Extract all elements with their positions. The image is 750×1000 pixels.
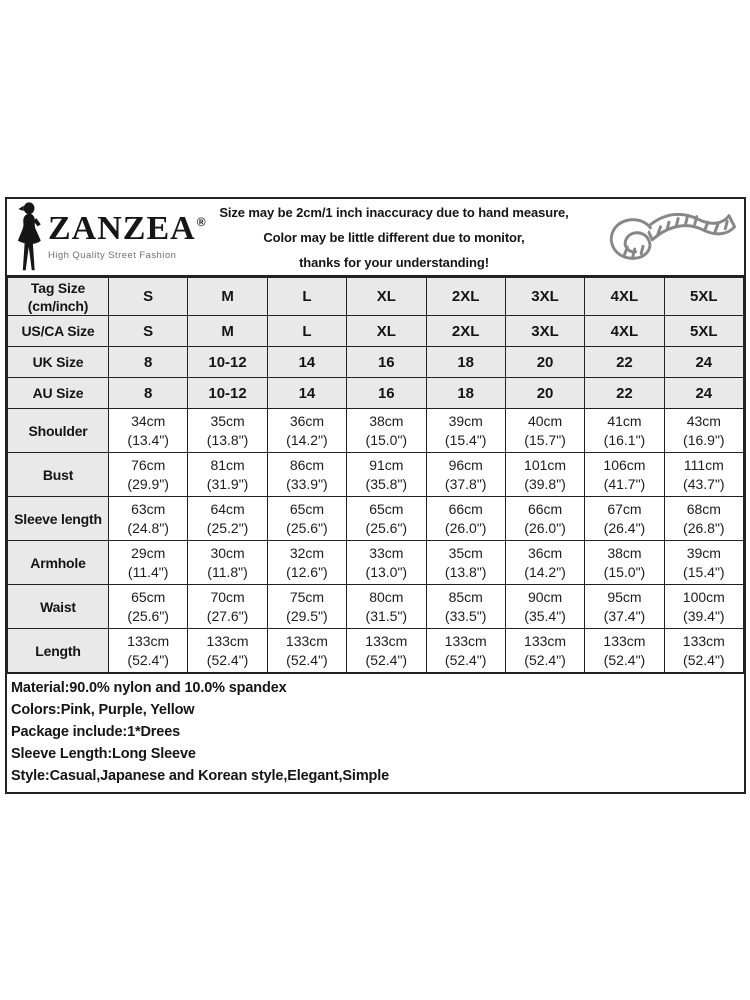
header-band	[7, 199, 744, 277]
measure-cell: 65cm (25.6")	[267, 497, 346, 541]
measure-cell: 64cm (25.2")	[188, 497, 267, 541]
measure-cell: 133cm (52.4")	[188, 629, 267, 673]
size-cell: L	[267, 278, 346, 316]
row-label: Tag Size	[30, 279, 86, 296]
measure-cell: 29cm (11.4")	[109, 541, 188, 585]
size-cell: 3XL	[505, 316, 584, 347]
size-cell: 5XL	[664, 316, 743, 347]
measure-cell: 133cm (52.4")	[109, 629, 188, 673]
size-cell: 8	[109, 378, 188, 409]
measure-cell: 76cm (29.9")	[109, 453, 188, 497]
measure-cell: 35cm (13.8")	[426, 541, 505, 585]
row-label-cell: Sleeve length	[8, 497, 109, 541]
size-cell: 22	[585, 347, 664, 378]
measure-cell: 86cm (33.9")	[267, 453, 346, 497]
size-cell: 24	[664, 347, 743, 378]
disclaimer	[196, 200, 592, 275]
size-table	[7, 277, 744, 673]
measure-cell: 133cm (52.4")	[347, 629, 426, 673]
measure-cell: 66cm (26.0")	[505, 497, 584, 541]
row-label-cell: US/CA Size	[8, 316, 109, 347]
row-label-cell: Armhole	[8, 541, 109, 585]
measure-cell: 70cm (27.6")	[188, 585, 267, 629]
size-cell: 5XL	[664, 278, 743, 316]
brand-tagline: High Quality Street Fashion	[48, 249, 177, 261]
table-row-waist	[8, 585, 744, 629]
size-cell: 16	[347, 347, 426, 378]
measure-cell: 38cm (15.0")	[347, 409, 426, 453]
measure-cell: 133cm (52.4")	[426, 629, 505, 673]
measure-cell: 32cm (12.6")	[267, 541, 346, 585]
row-label-cell: Waist	[8, 585, 109, 629]
measure-cell: 106cm (41.7")	[585, 453, 664, 497]
measure-cell: 95cm (37.4")	[585, 585, 664, 629]
row-label-cell: UK Size	[8, 347, 109, 378]
measure-cell: 75cm (29.5")	[267, 585, 346, 629]
row-label-cell: Length	[8, 629, 109, 673]
size-cell: 4XL	[585, 316, 664, 347]
measure-cell: 66cm (26.0")	[426, 497, 505, 541]
measure-cell: 38cm (15.0")	[585, 541, 664, 585]
table-row-au-size	[8, 378, 744, 409]
measure-cell: 30cm (11.8")	[188, 541, 267, 585]
brand-logo-text	[48, 209, 206, 261]
size-cell: M	[188, 278, 267, 316]
table-row-usca-size	[8, 316, 744, 347]
measure-cell: 100cm (39.4")	[664, 585, 743, 629]
measure-cell: 96cm (37.8")	[426, 453, 505, 497]
size-cell: 2XL	[426, 316, 505, 347]
size-cell: 16	[347, 378, 426, 409]
measure-cell: 133cm (52.4")	[585, 629, 664, 673]
detail-line-material: Material:90.0% nylon and 10.0% spandex	[11, 680, 287, 696]
measure-cell: 65cm (25.6")	[109, 585, 188, 629]
size-cell: 2XL	[426, 278, 505, 316]
measuring-tape-icon	[592, 200, 744, 274]
product-details	[7, 673, 744, 792]
table-row-shoulder	[8, 409, 744, 453]
measure-cell: 111cm (43.7")	[664, 453, 743, 497]
detail-line-colors: Colors:Pink, Purple, Yellow	[11, 702, 195, 718]
measure-cell: 133cm (52.4")	[267, 629, 346, 673]
measure-cell: 85cm (33.5")	[426, 585, 505, 629]
measure-cell: 34cm (13.4")	[109, 409, 188, 453]
size-cell: 24	[664, 378, 743, 409]
size-cell: M	[188, 316, 267, 347]
disclaimer-line: thanks for your understanding!	[299, 254, 489, 270]
table-row-length	[8, 629, 744, 673]
size-cell: 18	[426, 378, 505, 409]
measure-cell: 91cm (35.8")	[347, 453, 426, 497]
row-label-cell: Shoulder	[8, 409, 109, 453]
table-row-bust	[8, 453, 744, 497]
row-label-cell: Bust	[8, 453, 109, 497]
size-cell: XL	[347, 316, 426, 347]
measure-cell: 41cm (16.1")	[585, 409, 664, 453]
size-cell: S	[109, 316, 188, 347]
size-cell: 18	[426, 347, 505, 378]
size-cell: 14	[267, 347, 346, 378]
detail-line-sleeve-length: Sleeve Length:Long Sleeve	[11, 746, 196, 762]
measure-cell: 40cm (15.7")	[505, 409, 584, 453]
measure-cell: 67cm (26.4")	[585, 497, 664, 541]
table-row-uk-size	[8, 347, 744, 378]
size-cell: 8	[109, 347, 188, 378]
row-label-cell: AU Size	[8, 378, 109, 409]
measure-cell: 33cm (13.0")	[347, 541, 426, 585]
measure-cell: 81cm (31.9")	[188, 453, 267, 497]
measure-cell: 80cm (31.5")	[347, 585, 426, 629]
measure-cell: 39cm (15.4")	[426, 409, 505, 453]
table-row-sleeve-length	[8, 497, 744, 541]
registered-mark: ®	[196, 214, 206, 229]
measure-cell: 39cm (15.4")	[664, 541, 743, 585]
size-cell: 3XL	[505, 278, 584, 316]
row-label-sub: (cm/inch)	[27, 297, 89, 314]
measure-cell: 68cm (26.8")	[664, 497, 743, 541]
measure-cell: 65cm (25.6")	[347, 497, 426, 541]
measure-cell: 133cm (52.4")	[664, 629, 743, 673]
table-row-tag-size	[8, 278, 744, 316]
measure-cell: 35cm (13.8")	[188, 409, 267, 453]
brand-logo	[7, 202, 206, 272]
measure-cell: 63cm (24.8")	[109, 497, 188, 541]
table-row-armhole	[8, 541, 744, 585]
size-cell: 20	[505, 347, 584, 378]
measure-cell: 101cm (39.8")	[505, 453, 584, 497]
size-cell: 10-12	[188, 378, 267, 409]
detail-line-style: Style:Casual,Japanese and Korean style,Elegant,Simple	[11, 768, 390, 784]
brand-name: ZANZEA	[48, 209, 196, 247]
size-cell: 20	[505, 378, 584, 409]
size-chart-sheet	[5, 197, 746, 794]
size-cell: XL	[347, 278, 426, 316]
measure-cell: 36cm (14.2")	[505, 541, 584, 585]
size-cell: 4XL	[585, 278, 664, 316]
detail-line-package: Package include:1*Drees	[11, 724, 181, 740]
size-cell: 14	[267, 378, 346, 409]
measure-cell: 90cm (35.4")	[505, 585, 584, 629]
measure-cell: 133cm (52.4")	[505, 629, 584, 673]
size-cell: L	[267, 316, 346, 347]
size-cell: 22	[585, 378, 664, 409]
woman-silhouette-icon	[14, 202, 46, 272]
row-label-cell	[8, 278, 109, 316]
disclaimer-line: Size may be 2cm/1 inch inaccuracy due to hand measure,	[219, 204, 569, 220]
disclaimer-line: Color may be little different due to monitor,	[263, 229, 525, 245]
measure-cell: 43cm (16.9")	[664, 409, 743, 453]
size-cell: 10-12	[188, 347, 267, 378]
size-cell: S	[109, 278, 188, 316]
measure-cell: 36cm (14.2")	[267, 409, 346, 453]
